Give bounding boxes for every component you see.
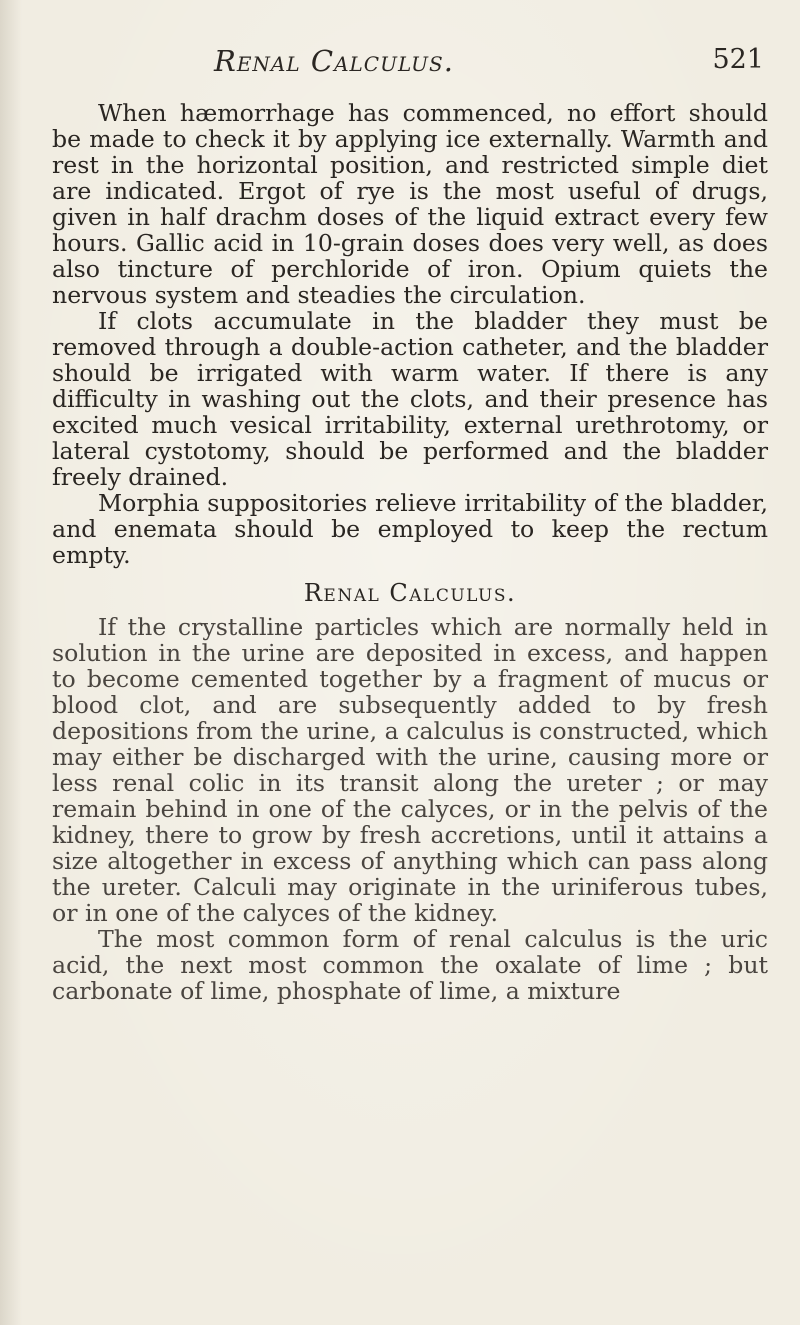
paragraph-haemorrhage: When hæmorrhage has commenced, no effort should be made to check it by applying ice externally. Warmth and rest in the horizontal position, and restricted simple diet are indicated. Ergot of rye is the most useful of drugs, given in half drachm doses of the liquid extract every few hours. Gallic acid in 10-grain doses does very well, as does also tincture of perchloride of iron. Opium quiets the nervous system and steadies the circulation. [52, 99, 768, 309]
paragraph-crystalline: If the crystalline particles which are normally held in solution in the urine are deposited in excess, and happen to become cemented together by a fragment of mucus or blood clot, and are subsequently added to by fresh depositions from the urine, a calculus is constructed, which may either be discharged with the urine, causing more or less renal colic in its transit along the ureter ; or may remain behind in one of the calyces, or in the pelvis of the kidney, there to grow by fresh accretions, until it attains a size altogether in excess of anything which can pass along the ureter. Calculi may originate in the uriniferous tubes, or in one of the calyces of the kidney. [52, 613, 768, 927]
paragraph-common-form: The most common form of renal calculus is the uric acid, the next most common the oxalate of lime ; but carbonate of lime, phosphate of lime, a mixture [52, 925, 768, 1005]
running-title: Renal Calculus. [214, 44, 454, 78]
paragraph-morphia: Morphia suppositories relieve irritability of the bladder, and enemata should be employed to keep the rectum empty. [52, 489, 768, 569]
section-heading: Renal Calculus. [303, 579, 517, 607]
page-number: 521 [712, 44, 764, 75]
paragraph-clots: If clots accumulate in the bladder they must be removed through a double-action catheter, and the bladder should be irrigated with warm water. If there is any difficulty in washing out the clots, and their presence has excited much vesical irritability, external urethrotomy, or lateral cystotomy, should be performed and the bladder freely drained. [52, 307, 768, 491]
body-text [52, 100, 768, 1004]
page-gutter-shadow [0, 0, 22, 1325]
page-header [100, 44, 790, 84]
